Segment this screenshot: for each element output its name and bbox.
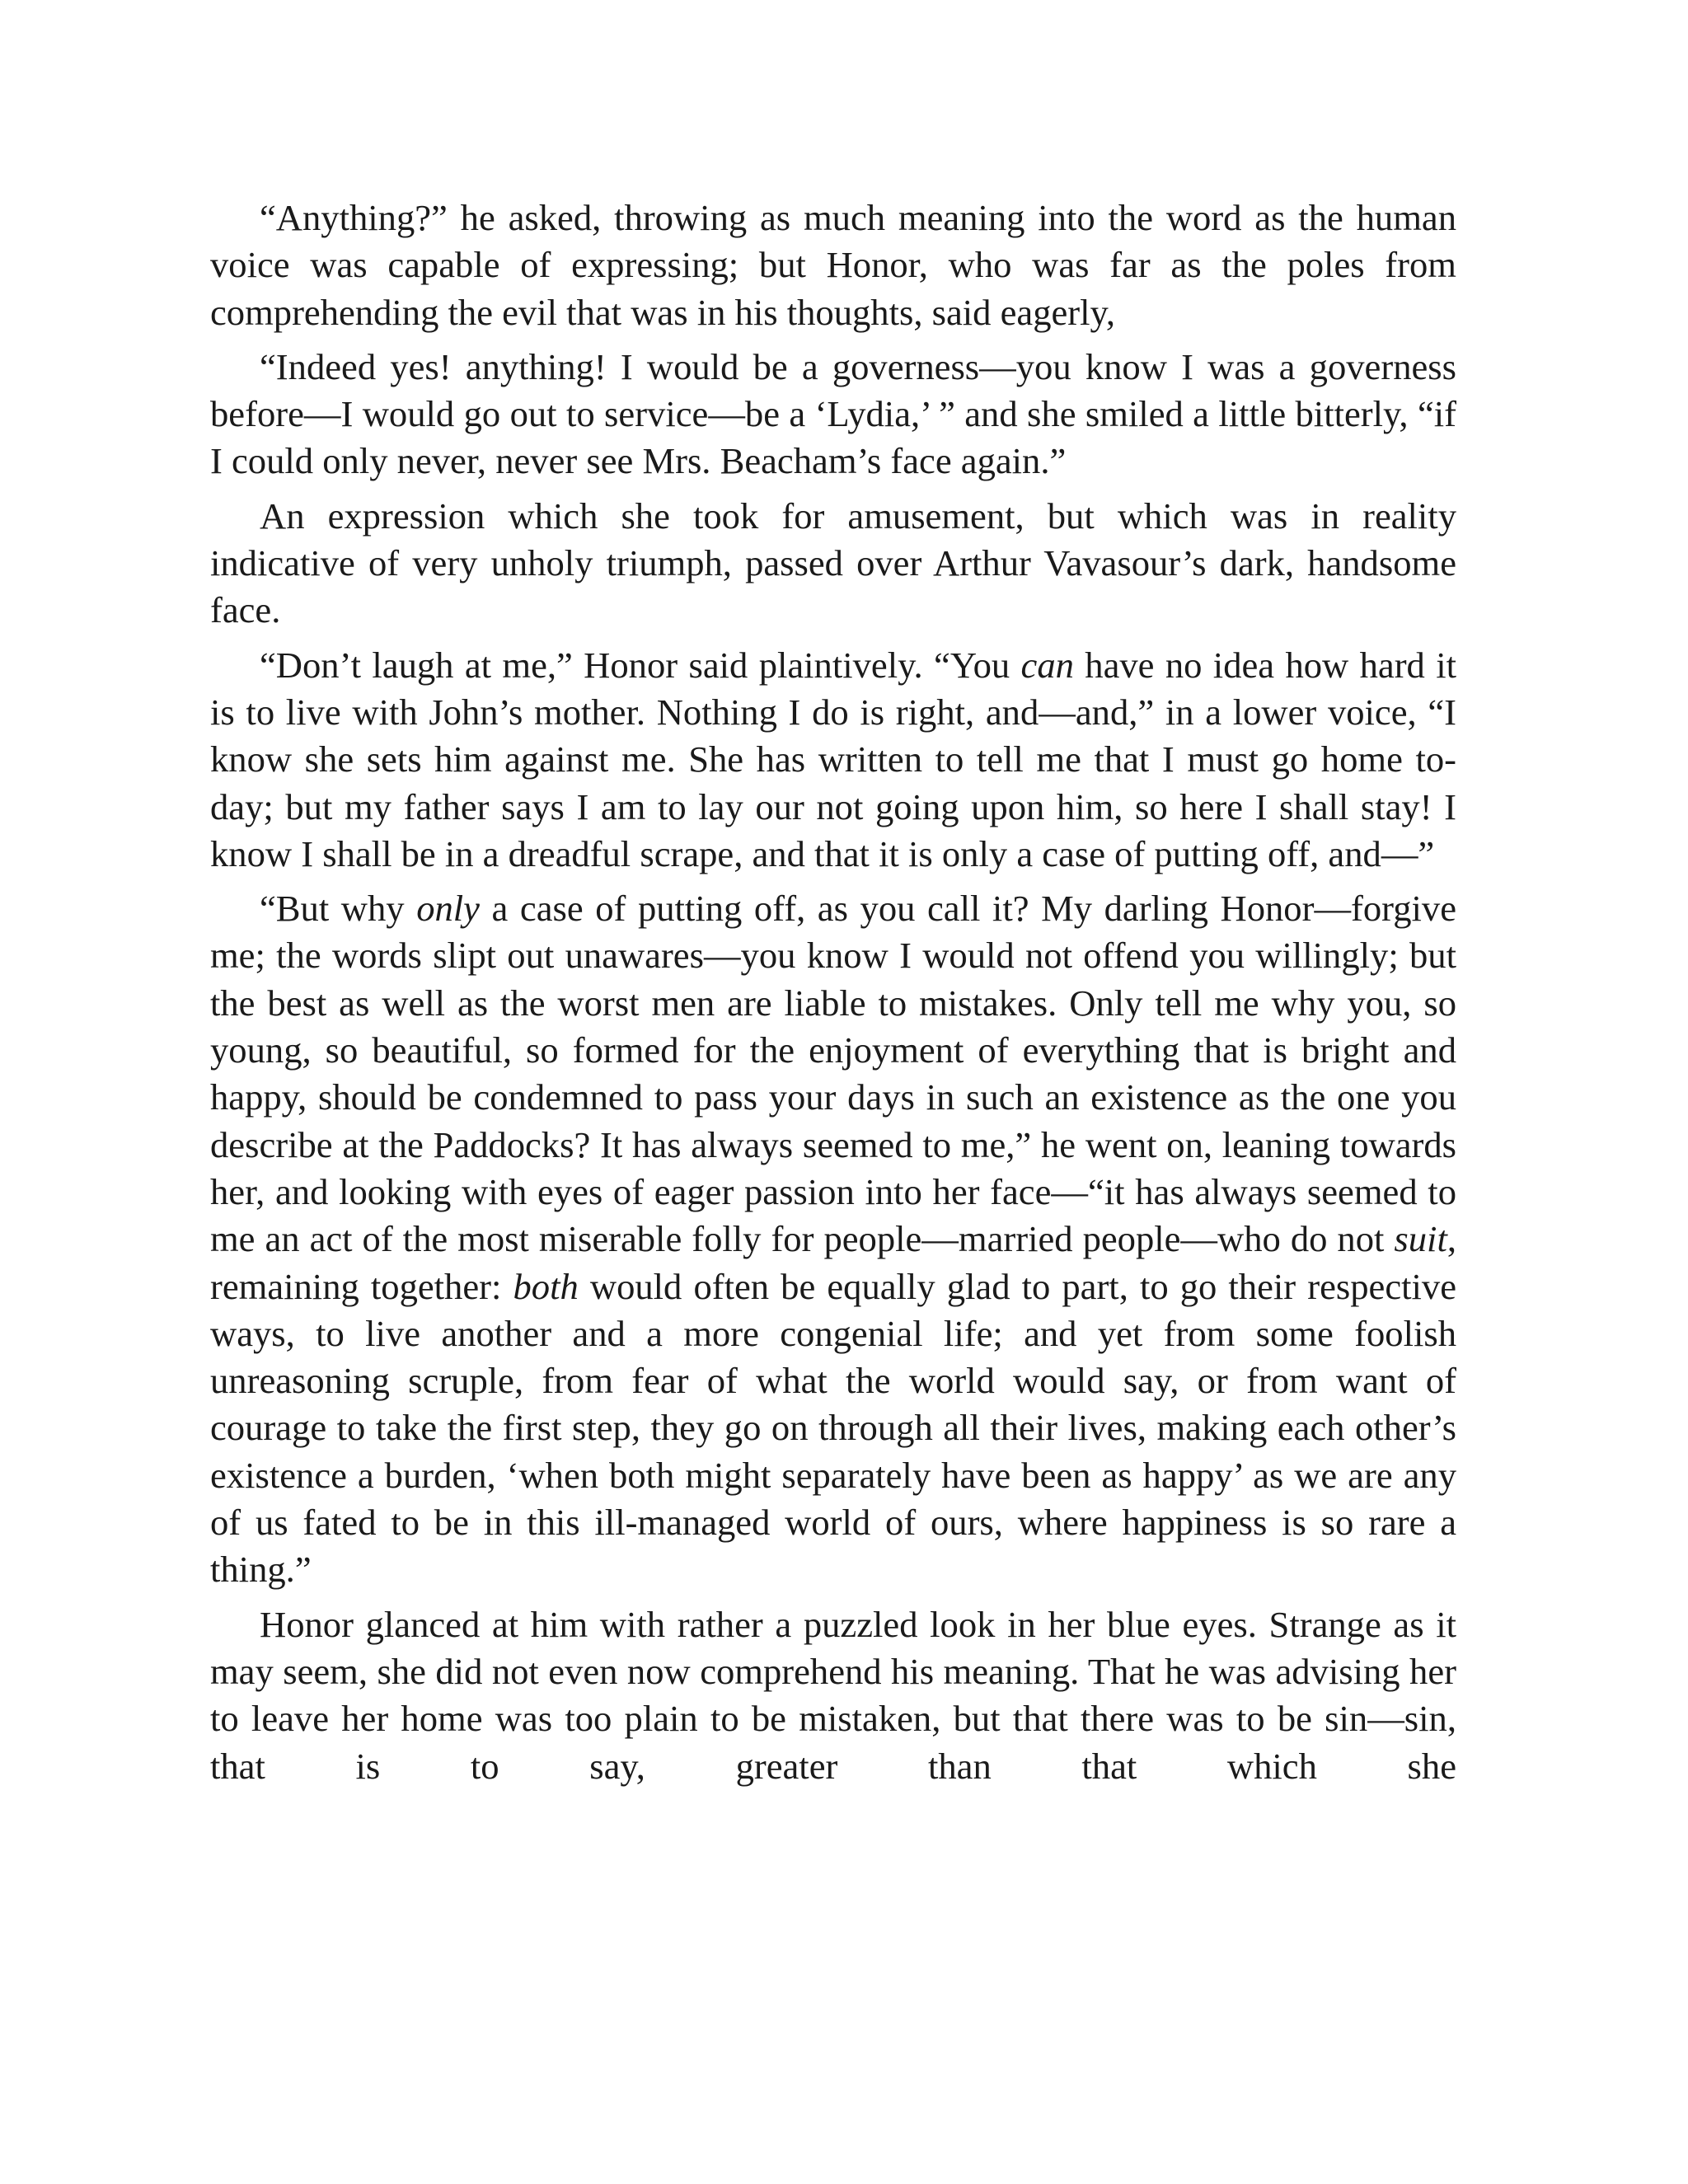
paragraph-3-text: An expression which she took for amusement, but which was in reality indicative of very unholy triumph, passed over Arthur Vavasour’s dark, handsome face. xyxy=(210,494,1456,631)
book-page xyxy=(210,194,1456,1790)
paragraph-5-text-cont-2: , remaining together: xyxy=(210,1218,1456,1307)
paragraph-2 xyxy=(210,344,1456,485)
paragraph-6 xyxy=(210,1601,1456,1790)
paragraph-3 xyxy=(210,493,1456,635)
paragraph-4-emphasis: can xyxy=(1020,644,1074,686)
paragraph-2-text: “Indeed yes! anything! I would be a governess—you know I was a governess before—I would go out to service—be a ‘Lydia,’ ” and she smiled a little bitterly, “if I could only never, never see Mrs. Beacham’s face again.” xyxy=(210,345,1456,482)
paragraph-1 xyxy=(210,194,1456,336)
paragraph-4-text-cont: have no idea how hard it is to live with John’s mother. Nothing I do is right, and—and,” in a lower voice, “I know she sets him against me. She has written to tell me that I must go home to-day; but my father says I am to lay our not going upon him, so here I shall stay! I know I shall be in a dreadful scrape, and that it is only a case of putting off, and—” xyxy=(210,644,1456,874)
paragraph-5-text-cont-1: a case of putting off, as you call it? My darling Honor—forgive me; the words slipt out unawares—you know I would not offend you willingly; but the best as well as the worst men are liable to mistakes. Only tell me why you, so young, so beautiful, so formed for the enjoyment of everything that is bright and happy, should be condemned to pass your days in such an existence as the one you describe at the Paddocks? It has always seemed to me,” he went on, leaning towards her, and looking with eyes of eager passion into her face—“it has always seemed to me an act of the most miserable folly for people—married people—who do not xyxy=(210,888,1457,1260)
paragraph-1-text: “Anything?” he asked, throwing as much meaning into the word as the human voice was capable of expressing; but Honor, who was far as the poles from comprehending the evil that was in his thoughts, said eagerly, xyxy=(210,197,1456,333)
paragraph-4 xyxy=(210,642,1456,878)
paragraph-5 xyxy=(210,885,1456,1593)
paragraph-5-text-cont-3: would often be equally glad to part, to go their respective ways, to live another and a more congenial life; and yet from some foolish unreasoning scruple, from fear of what the world would say, or from want of courage to take the first step, they go on through all their lives, making each other’s existence a burden, ‘when both might separately have been as happy’ as we are any of us fated to be in this ill-managed world of ours, where happiness is so rare a thing.” xyxy=(210,1265,1456,1591)
paragraph-5-emphasis-3: both xyxy=(513,1265,579,1307)
paragraph-5-emphasis-2: suit xyxy=(1394,1218,1447,1260)
paragraph-4-text: “Don’t laugh at me,” Honor said plaintively. “You xyxy=(260,644,1021,686)
paragraph-5-emphasis-1: only xyxy=(416,888,480,930)
paragraph-6-text: Honor glanced at him with rather a puzzled look in her blue eyes. Strange as it may seem, she did not even now comprehend his meaning. That he was advising her to leave her home was too plain to be mistaken, but that there was to be sin—sin, that is to say, greater than that which she xyxy=(210,1603,1456,1787)
paragraph-5-text: “But why xyxy=(260,888,417,930)
